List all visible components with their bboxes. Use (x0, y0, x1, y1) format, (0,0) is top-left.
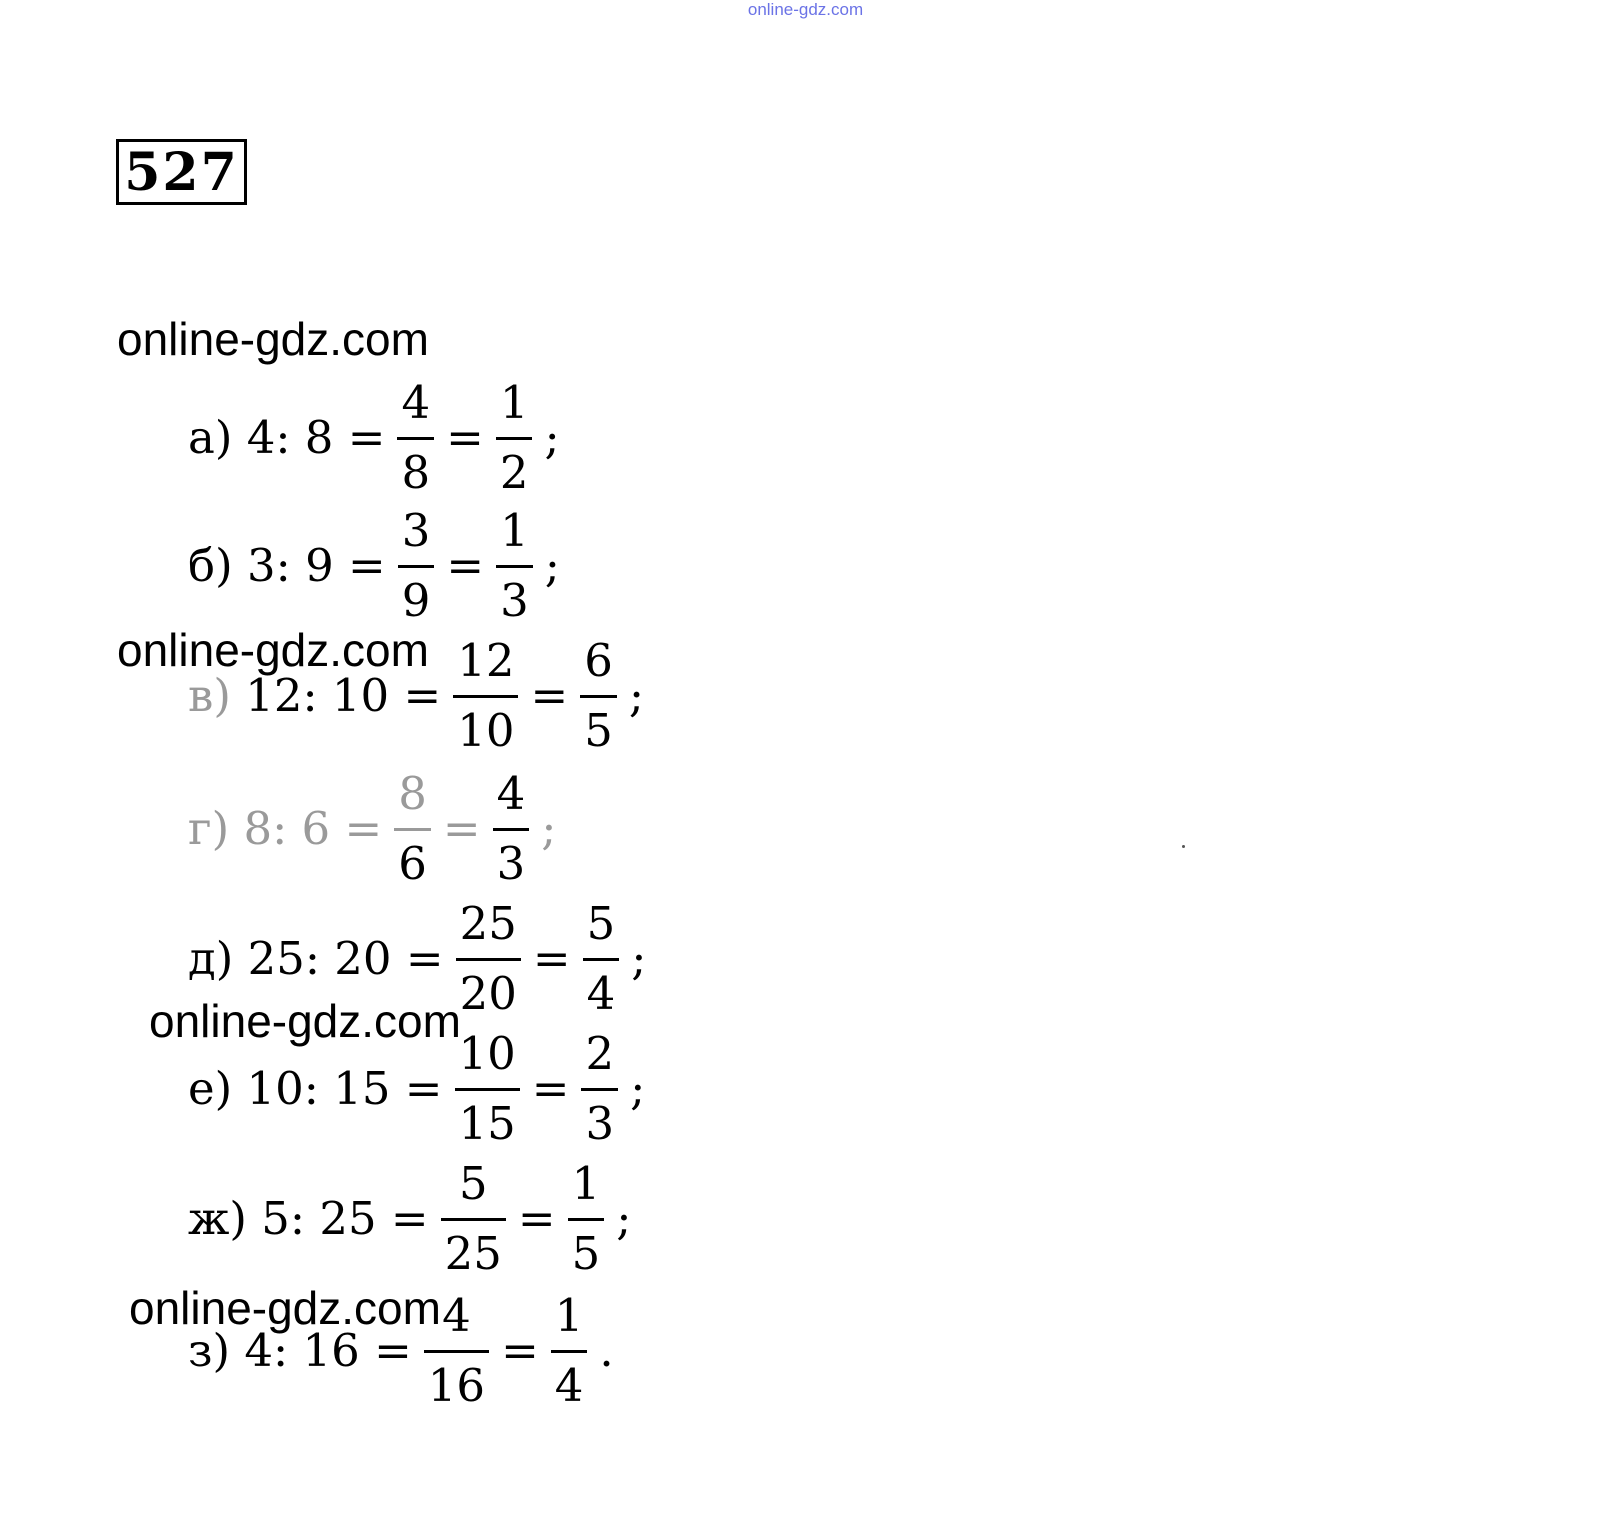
fraction-bar (551, 1350, 588, 1353)
fraction-unreduced (424, 1288, 489, 1412)
equation-label: г) (188, 801, 230, 855)
numerator: 25 (459, 896, 517, 950)
equation-division: 8: 6 = (243, 801, 383, 855)
watermark-4: online-gdz.com (129, 1282, 441, 1334)
fraction-bar (455, 1088, 520, 1091)
watermark-3: online-gdz.com (149, 995, 461, 1047)
equals-sign: = (446, 410, 484, 464)
numerator: 1 (571, 1156, 601, 1210)
equation-division: 3: 9 = (246, 538, 386, 592)
top-watermark: online-gdz.com (747, 0, 864, 19)
fraction-bar (581, 1088, 618, 1091)
denominator: 16 (427, 1358, 486, 1412)
terminator: . (599, 1323, 614, 1377)
denominator: 6 (398, 836, 427, 890)
numerator: 10 (458, 1026, 516, 1080)
numerator: 5 (586, 896, 616, 950)
equation-label: е) (188, 1061, 233, 1115)
fraction-reduced (551, 1288, 588, 1412)
fraction-unreduced (455, 1026, 520, 1150)
fraction-bar (398, 565, 435, 568)
fraction-bar (394, 828, 431, 831)
terminator: ; (630, 1061, 646, 1115)
fraction-bar (496, 437, 533, 440)
numerator: 4 (401, 375, 431, 429)
terminator: ; (541, 801, 557, 855)
equation-d (188, 888, 646, 1028)
equation-g (188, 758, 556, 898)
denominator: 9 (401, 573, 431, 627)
equation-division: 12: 10 = (245, 668, 442, 722)
fraction-reduced (580, 633, 617, 757)
equation-label: д) (188, 931, 234, 985)
denominator: 3 (585, 1096, 615, 1150)
numerator: 1 (554, 1288, 584, 1342)
equation-zh (188, 1148, 631, 1288)
fraction-reduced (583, 896, 620, 1020)
denominator: 5 (584, 703, 613, 757)
numerator: 1 (499, 375, 529, 429)
fraction-bar (441, 1218, 506, 1221)
fraction-bar (568, 1218, 605, 1221)
denominator: 25 (444, 1226, 502, 1280)
terminator: ; (544, 410, 560, 464)
fraction-bar (453, 695, 518, 698)
fraction-bar (397, 437, 434, 440)
equals-sign: = (446, 538, 485, 592)
fraction-bar (493, 828, 530, 831)
equation-z (188, 1280, 614, 1420)
equation-division: 5: 25 = (261, 1191, 429, 1245)
equation-label: б) (188, 538, 233, 592)
terminator: ; (616, 1191, 632, 1245)
scan-speck (1182, 845, 1185, 848)
problem-number: 527 (116, 139, 247, 205)
equation-division: 25: 20 = (247, 931, 444, 985)
numerator: 3 (401, 503, 431, 557)
denominator: 4 (554, 1358, 584, 1412)
denominator: 8 (401, 445, 431, 499)
equals-sign: = (501, 1323, 539, 1377)
equation-label: з) (188, 1323, 231, 1377)
equation-b (188, 495, 560, 635)
fraction-bar (583, 958, 620, 961)
denominator: 4 (586, 966, 616, 1020)
numerator: 4 (496, 766, 526, 820)
fraction-unreduced (398, 503, 435, 627)
numerator: 2 (585, 1026, 615, 1080)
watermark-1: online-gdz.com (117, 313, 429, 365)
equation-label: ж) (188, 1191, 247, 1245)
numerator: 5 (458, 1156, 488, 1210)
equals-sign: = (532, 931, 571, 985)
denominator: 3 (496, 836, 526, 890)
fraction-unreduced (394, 766, 431, 890)
fraction-reduced (568, 1156, 605, 1280)
equals-sign: = (531, 1061, 570, 1115)
fraction-reduced (581, 1026, 618, 1150)
fraction-bar (424, 1350, 489, 1353)
equals-sign: = (517, 1191, 556, 1245)
numerator: 6 (584, 633, 613, 687)
terminator: ; (628, 668, 644, 722)
equation-e (188, 1018, 645, 1158)
equation-label: а) (188, 410, 233, 464)
denominator: 5 (571, 1226, 601, 1280)
denominator: 2 (499, 445, 529, 499)
fraction-reduced (493, 766, 530, 890)
terminator: ; (631, 931, 647, 985)
denominator: 15 (458, 1096, 516, 1150)
denominator: 3 (500, 573, 529, 627)
fraction-bar (456, 958, 521, 961)
fraction-reduced (496, 503, 533, 627)
equation-a (188, 367, 560, 507)
watermark-2: online-gdz.com (117, 624, 429, 676)
numerator: 8 (398, 766, 427, 820)
equals-sign: = (442, 801, 481, 855)
denominator: 20 (459, 966, 517, 1020)
fraction-unreduced (456, 896, 521, 1020)
equation-division: 10: 15 = (246, 1061, 443, 1115)
fraction-bar (580, 695, 617, 698)
fraction-unreduced (453, 633, 518, 757)
equation-division: 4: 8 = (246, 410, 386, 464)
equation-label: в) (188, 668, 231, 722)
numerator: 1 (500, 503, 529, 557)
fraction-unreduced (397, 375, 434, 499)
equals-sign: = (530, 668, 569, 722)
numerator: 12 (457, 633, 515, 687)
fraction-reduced (496, 375, 533, 499)
fraction-bar (496, 565, 533, 568)
numerator: 4 (442, 1288, 471, 1342)
equation-division: 4: 16 = (244, 1323, 412, 1377)
equation-v (188, 625, 644, 765)
terminator: ; (544, 538, 560, 592)
denominator: 10 (457, 703, 515, 757)
fraction-unreduced (441, 1156, 506, 1280)
